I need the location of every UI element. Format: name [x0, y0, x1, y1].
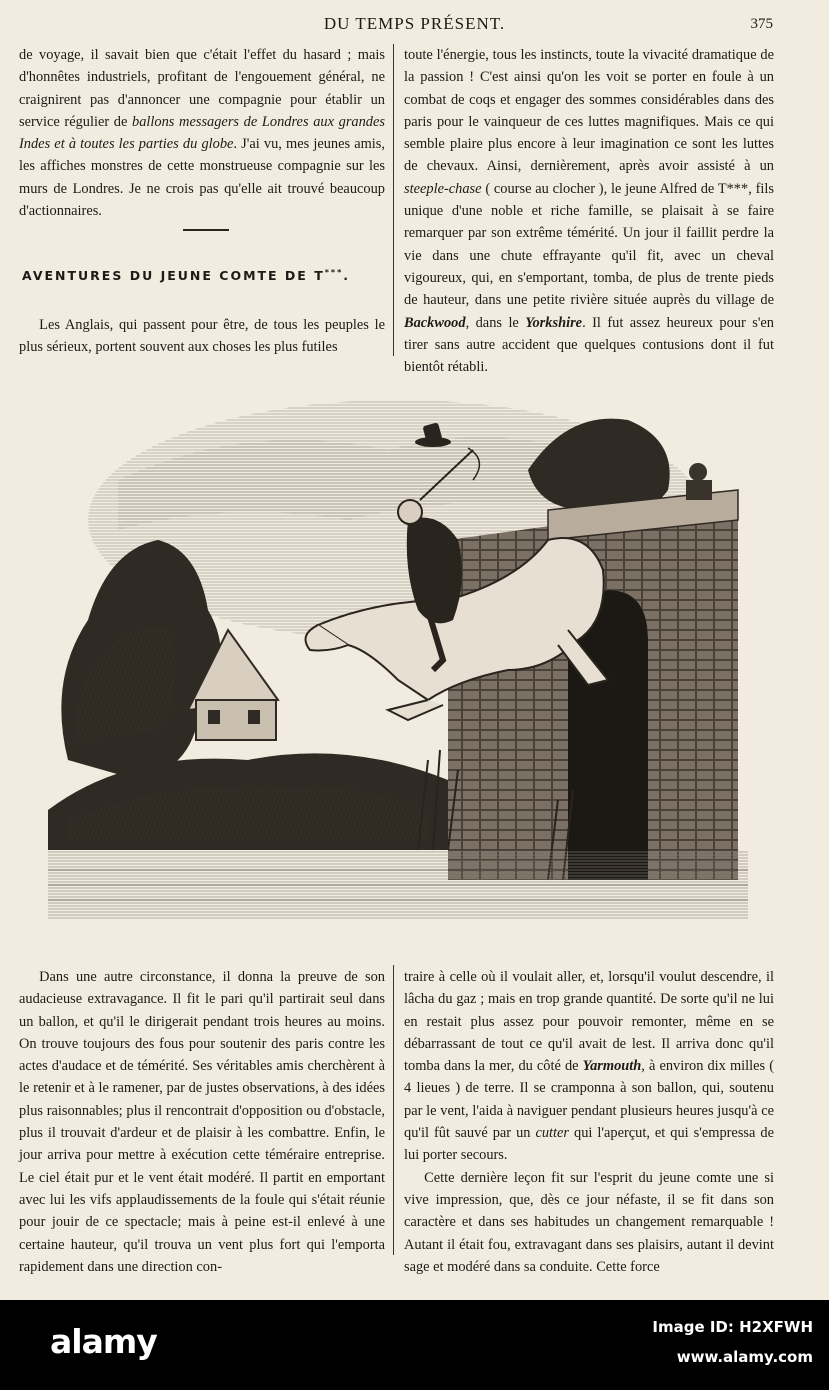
section-heading-sup: *** — [324, 268, 344, 277]
left-column-top-text — [19, 44, 385, 222]
onlooker — [686, 463, 712, 500]
left-top-italic: ballons messagers de Londres aux grandes Indes et à toutes les parties du globe — [19, 113, 385, 153]
right-top-text-b: ( course au clocher ), le jeune Alfred de T***, fils unique d'une noble et riche famille, se plaisait à se faire remarquer par son extrême témérité. Un jour il faillit perdre la vie dans une chute effrayante qu'il fit, avec un cheval vigoureux, qui, en s'emportant, tomba, de plus de trente pieds de hauteur, dans une petite rivière située auprès du village de — [404, 180, 774, 309]
right-top-italic-1: steeple-chase — [404, 180, 482, 197]
alamy-logo: alamy — [50, 1322, 157, 1361]
left-top-text-end: . J'ai vu, mes jeunes amis, les affiches monstres de cette monstrueuse compagnie sur les murs de Londres. Je ne crois pas qu'elle ait trouvé beaucoup d'actionnaires. — [19, 136, 385, 220]
right-bottom-text-c: qui l'aperçut, et qui s'empressa de lui porter secours. — [404, 1125, 774, 1164]
stock-watermark-banner — [0, 1300, 829, 1390]
left-column-section-body — [19, 314, 385, 359]
right-top-italic-3: Yorkshire — [525, 314, 583, 331]
river — [48, 850, 748, 920]
right-column-top-text — [404, 44, 774, 378]
left-top-text: de voyage, il savait bien que c'était l'effet du hasard ; mais d'honnêtes industriels, profitant de l'engouement général, ne craignirent pas d'annoncer une compagnie pour établir un service régulier de — [19, 47, 385, 130]
trees-left — [61, 540, 221, 780]
right-bottom-paragraph-2: Cette dernière leçon fit sur l'esprit du jeune comte une si vive impression, que, dès ce jour néfaste, il se fit dans son caractère et dans ses habitudes un changement remarquable ! Autant il était fou, extravagant dans ses plaisirs, autant il devint sage et modéré dans sa conduite. Cette force — [404, 1169, 774, 1275]
right-top-italic-2: Backwood — [404, 314, 466, 331]
right-top-text-c: , dans le — [465, 314, 526, 331]
running-head-title: DU TEMPS PRÉSENT. — [323, 14, 506, 33]
page-number: 375 — [750, 16, 773, 32]
column-separator-bottom — [393, 965, 394, 1255]
right-bottom-text-b: , à environ dix milles ( 4 lieues ) de terre. Il se cramponna à son ballon, qui, soutenu par le vent, l'aida à naviguer pendant plusieurs heures jusqu'à ce qu'il fût sauvé par un — [404, 1058, 774, 1142]
right-column-bottom-text — [404, 966, 774, 1278]
running-head — [0, 14, 829, 36]
right-top-text-d: . Il fut assez heureux pour s'en tirer sans autre accident que quelques contusions dont il fut bientôt rétabli. — [404, 314, 775, 376]
section-body-paragraph: Les Anglais, qui passent pour être, de tous les peuples le plus sérieux, portent souvent aux choses les plus futiles — [19, 317, 385, 356]
image-id-label: Image ID: H2XFWH — [652, 1318, 813, 1336]
right-top-text-a: toute l'énergie, tous les instincts, toute la vivacité dramatique de la passion ! C'est ainsi qu'on les voit se porter en foule à un combat de coqs et engager des sommes considérables dans des paris pour le vainqueur de ces luttes magnifiques. Mais ce qui semble plaire plus encore à leur imagination ce sont les luttes de chevaux. Ainsi, dernièrement, après avoir assisté à un — [404, 47, 774, 175]
left-bottom-paragraph: Dans une autre circonstance, il donna la preuve de son audacieuse extravagance. Il fit le pari qu'il partirait seul dans un ballon, et qu'il le dirigerait pendant trois heures au moins. On trouve toujours des fous pour soutenir des paris contre les actes d'audace et de témérité. Ses véritables amis cherchèrent à le retenir et à le ramener, par de justes observations, à des idées plus raisonnables; plus il rencontrait d'opposition ou d'obstacle, plus il trouvait d'ardeur et de plaisir à les combattre. Enfin, le jour arriva pour mettre à exécution cette téméraire entreprise. Le ciel était pur et le vent était modéré. Il partit en emportant avec lui les vifs applaudissements de la foule qui s'était réunie pour jouir de ce spectacle; mais à peine est-il enlevé à une certaine hauteur, qu'il trouva un vent plus fort qui l'emporta rapidement dans une direction con- — [19, 969, 385, 1275]
site-url: www.alamy.com — [676, 1348, 813, 1366]
section-heading-text: AVENTURES DU JEUNE COMTE DE T — [22, 268, 325, 284]
right-bottom-italic-2: cutter — [535, 1125, 570, 1142]
left-column-bottom-text — [19, 966, 385, 1278]
section-divider-rule — [183, 229, 229, 231]
right-bottom-text-a: traire à celle où il voulait aller, et, lorsqu'il voulut descendre, il lâcha du gaz ; mais en trop grande quantité. De sorte qu'il ne lui en restait plus assez pour pouvoir remonter, même en se débarrassant de tout ce qu'il avait de lest. Il arriva donc qu'il tomba dans la mer, du côté de — [404, 969, 774, 1075]
column-separator-top — [393, 44, 394, 356]
section-heading — [22, 268, 392, 283]
right-bottom-italic-1: Yarmouth — [582, 1058, 642, 1075]
engraving-illustration — [48, 380, 748, 940]
stone-bridge — [448, 490, 738, 880]
section-heading-end: . — [343, 268, 351, 284]
